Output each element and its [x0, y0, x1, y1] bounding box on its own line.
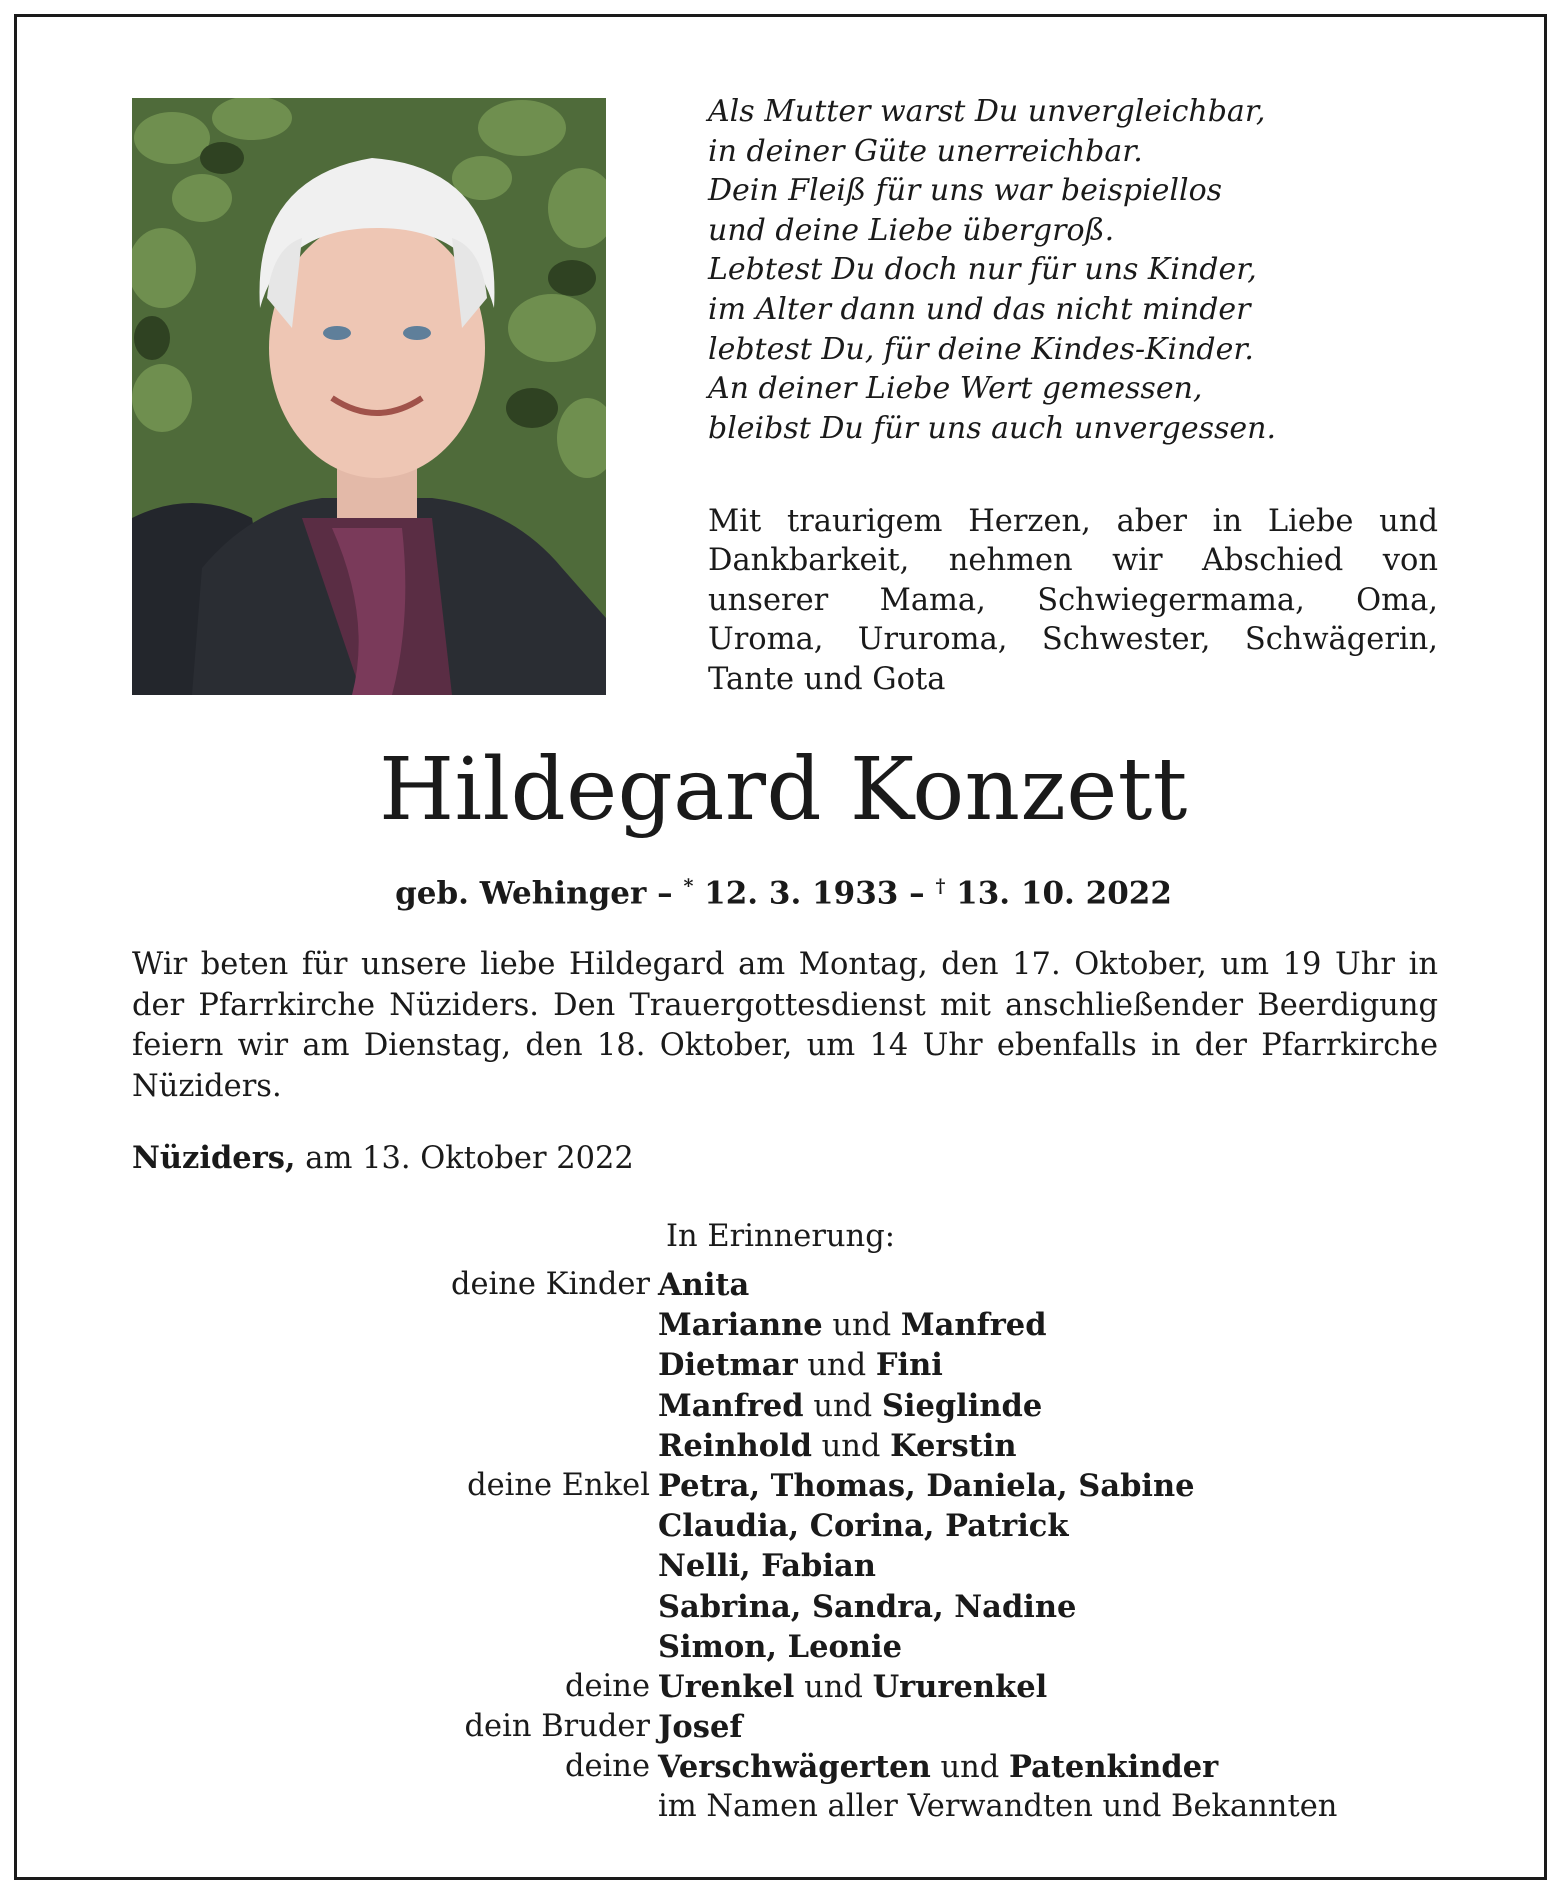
- mourner-name: Ururenkel: [872, 1668, 1048, 1705]
- poem-line: lebtest Du, für deine Kindes-Kinder.: [708, 331, 1254, 367]
- mourner-name: Dietmar: [658, 1347, 798, 1384]
- connector-text: im Namen aller Verwandten und Bekannten: [658, 1789, 1338, 1825]
- poem: [708, 92, 1448, 448]
- mourner-name: Nelli, Fabian: [658, 1548, 876, 1585]
- mourner-name: Reinhold: [658, 1427, 812, 1464]
- mourner-relation: deine Enkel: [467, 1467, 650, 1503]
- maiden-name: geb. Wehinger: [395, 875, 647, 912]
- mourner-name: Josef: [658, 1709, 743, 1746]
- mourner-list: [132, 1265, 1438, 1828]
- mourner-row: [132, 1265, 1438, 1305]
- mourner-row: [132, 1426, 1438, 1466]
- prayer-text: Wir beten für unsere liebe Hildegard am Montag, den 17. Oktober, um 19 Uhr in der Pfarrkirche Nüziders. Den Trauergottesdienst mit anschließender Beerdigung feiern wir am Dienstag, den 18. Oktober, um 14 Uhr ebenfalls in der Pfarrkirche Nüziders.: [132, 947, 1438, 1104]
- intro-text: Mit traurigem Herzen, aber in Liebe und Dankbarkeit, nehmen wir Abschied von unserer Mama, Schwiegermama, Oma, Uroma, Ururoma, Schwester, Schwägerin, Tante und Gota: [708, 504, 1438, 697]
- mourner-names: [658, 1546, 876, 1586]
- connector-text: und: [794, 1669, 873, 1705]
- poem-line: bleibst Du für uns auch unvergessen.: [708, 410, 1277, 446]
- mourner-names: [658, 1506, 1068, 1546]
- mourner-names: [658, 1466, 1195, 1506]
- mourner-names: [658, 1305, 1047, 1345]
- poem-line: in deiner Güte unerreichbar.: [708, 133, 1143, 169]
- mourner-name: Marianne: [658, 1307, 823, 1344]
- mourner-relation: deine Kinder: [450, 1267, 650, 1302]
- connector-text: und: [797, 1348, 876, 1384]
- mourner-row: [132, 1787, 1438, 1827]
- mourner-row: [132, 1587, 1438, 1627]
- connector-text: und: [811, 1428, 891, 1464]
- mourner-names: [658, 1667, 1047, 1707]
- mourner-name: Kerstin: [890, 1427, 1017, 1464]
- mourner-names: [658, 1587, 1076, 1627]
- mourner-relation: deine: [564, 1749, 650, 1785]
- mourner-name: Manfred: [658, 1387, 804, 1424]
- mourner-row: [132, 1546, 1438, 1586]
- mourner-row: [132, 1345, 1438, 1385]
- mourner-relation: [132, 1426, 658, 1466]
- mourner-relation: [132, 1627, 658, 1667]
- place-town: Nüziders,: [132, 1140, 296, 1176]
- death-symbol: †: [935, 875, 946, 897]
- place-date: [132, 1138, 634, 1179]
- mourner-names: [658, 1707, 742, 1747]
- mourner-row: [132, 1627, 1438, 1667]
- mourner-names: [658, 1747, 1218, 1787]
- mourner-row: [132, 1707, 1438, 1747]
- mourner-name: Verschwägerten: [658, 1749, 931, 1786]
- mourner-row: [132, 1747, 1438, 1787]
- mourner-name: Claudia, Corina, Patrick: [658, 1508, 1069, 1545]
- mourner-name: Fini: [875, 1347, 943, 1384]
- mourner-names: [658, 1627, 902, 1667]
- dash: –: [909, 875, 936, 912]
- mourner-relation: [132, 1305, 658, 1345]
- connector-text: und: [822, 1308, 901, 1344]
- mourner-row: [132, 1667, 1438, 1707]
- dash: –: [657, 875, 684, 912]
- mourner-relation: [132, 1386, 658, 1426]
- mourner-name: Simon, Leonie: [658, 1628, 902, 1665]
- mourner-relation: [132, 1787, 658, 1827]
- poem-line: Als Mutter warst Du unvergleichbar,: [708, 94, 1266, 129]
- mourner-name: Anita: [658, 1267, 750, 1303]
- mourner-relation: [132, 1506, 658, 1546]
- poem-line: An deiner Liebe Wert gemessen,: [708, 371, 1203, 407]
- mourner-relation: [132, 1345, 658, 1385]
- birth-date: 12. 3. 1933: [704, 875, 899, 912]
- mourner-name: Patenkinder: [1008, 1749, 1219, 1786]
- mourner-names: [658, 1787, 1337, 1827]
- mourner-names: [658, 1345, 943, 1385]
- portrait-photo-icon: [132, 98, 606, 695]
- deceased-name: Hildegard Konzett: [379, 740, 1188, 840]
- poem-line: Lebtest Du doch nur für uns Kinder,: [708, 252, 1257, 288]
- life-dates: [0, 866, 1567, 913]
- place-date-text: am 13. Oktober 2022: [305, 1141, 634, 1176]
- mourner-name: Manfred: [900, 1307, 1047, 1344]
- connector-text: und: [803, 1388, 882, 1424]
- mourner-names: [658, 1386, 1042, 1426]
- mourner-relation: dein Bruder: [464, 1709, 650, 1745]
- mourner-names: [658, 1265, 749, 1305]
- mourner-name: Sieglinde: [881, 1387, 1043, 1424]
- mourner-row: [132, 1305, 1438, 1345]
- poem-line: Dein Fleiß für uns war beispiellos: [708, 173, 1223, 209]
- poem-line: und deine Liebe übergroß.: [708, 212, 1115, 248]
- mourner-relation: deine: [564, 1668, 650, 1704]
- birth-symbol: *: [683, 875, 694, 897]
- mourner-row: [132, 1386, 1438, 1426]
- mourner-name: Sabrina, Sandra, Nadine: [658, 1588, 1077, 1625]
- mourner-names: [658, 1426, 1017, 1466]
- mourner-name: Urenkel: [658, 1668, 795, 1705]
- mourner-relation: [132, 1546, 658, 1586]
- connector-text: und: [930, 1750, 1009, 1786]
- mourner-row: [132, 1506, 1438, 1546]
- mourner-relation: [132, 1587, 658, 1627]
- poem-line: im Alter dann und das nicht minder: [708, 291, 1251, 327]
- mourner-row: [132, 1466, 1438, 1506]
- mourner-name: Petra, Thomas, Daniela, Sabine: [658, 1467, 1195, 1504]
- memory-heading: In Erinnerung:: [666, 1219, 895, 1254]
- death-date: 13. 10. 2022: [956, 875, 1172, 912]
- portrait-photo: [132, 98, 606, 695]
